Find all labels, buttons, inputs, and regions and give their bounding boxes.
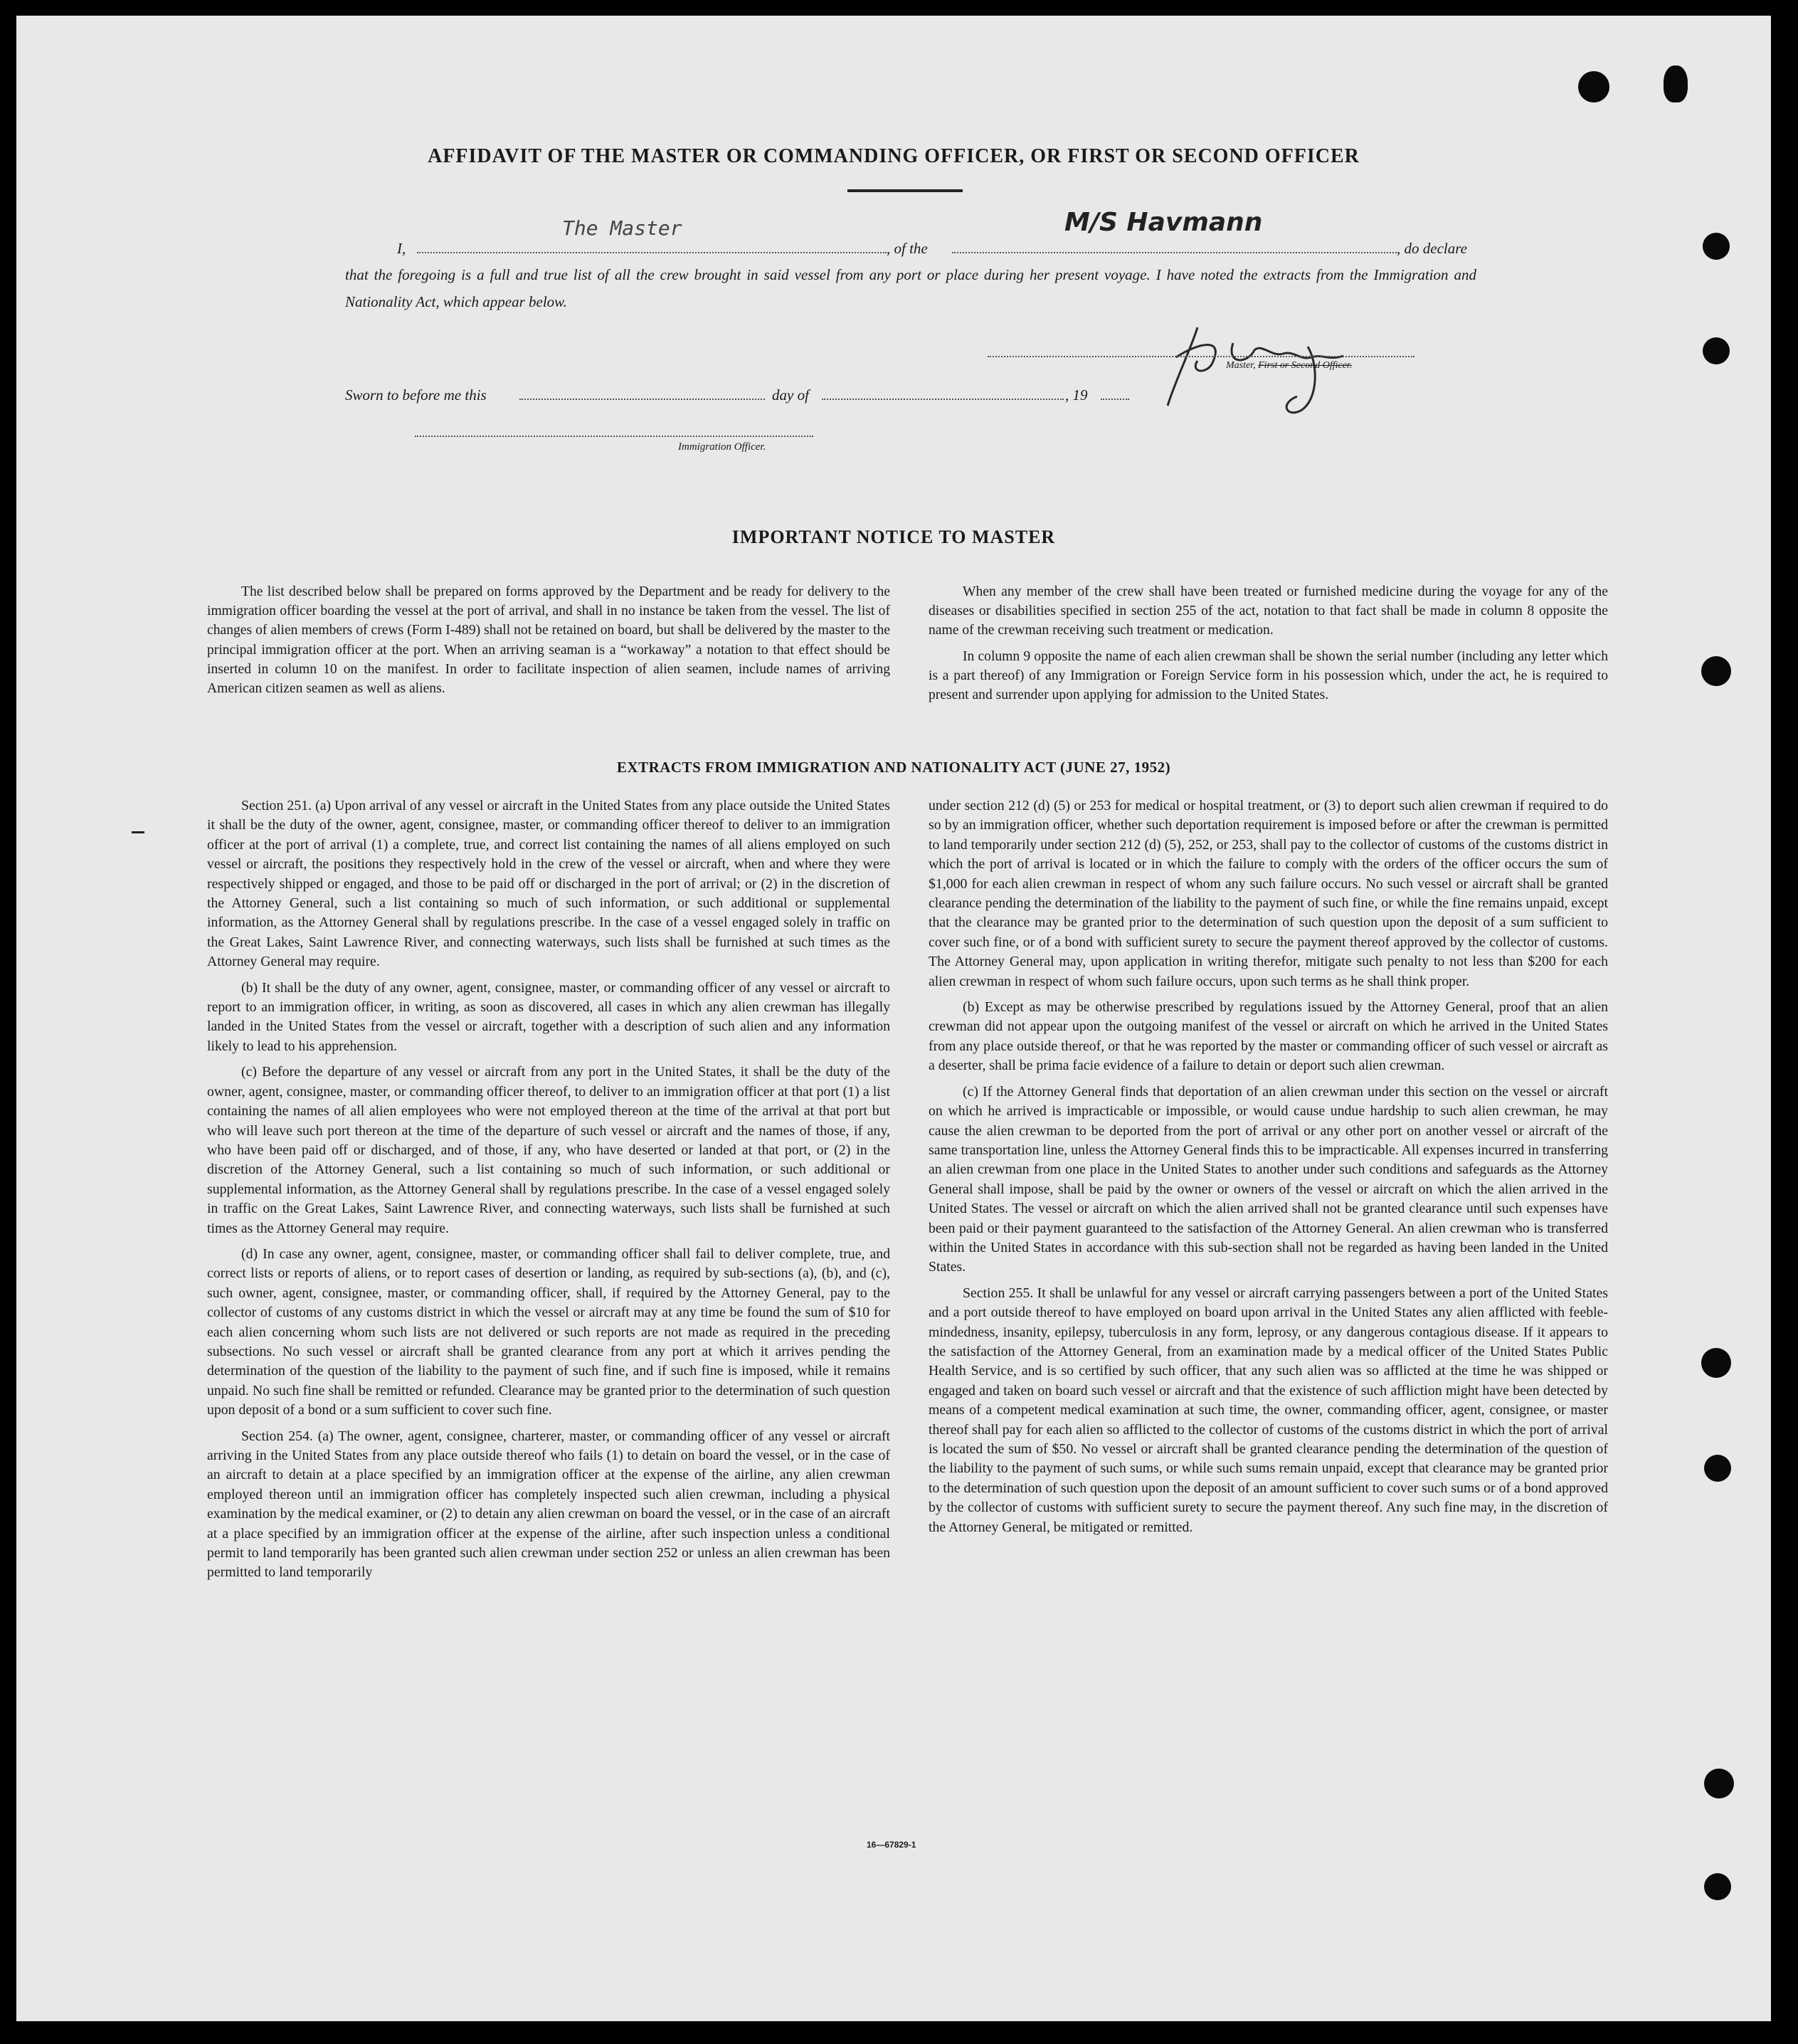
margin-mark	[132, 831, 144, 833]
punch-hole	[1704, 1873, 1731, 1900]
punch-hole	[1664, 65, 1688, 102]
notice-title: IMPORTANT NOTICE TO MASTER	[731, 527, 1056, 547]
immigration-officer-caption: Immigration Officer.	[678, 441, 766, 453]
of-the-label: , of the	[887, 240, 928, 257]
declarant-field-line	[417, 252, 887, 253]
affidavit-title: AFFIDAVIT OF THE MASTER OR COMMANDING OFFICER, OR FIRST OR SECOND OFFICER	[428, 145, 1360, 167]
immigration-officer-line	[415, 436, 813, 437]
punch-hole	[1704, 1769, 1734, 1798]
form-code: 16—67829-1	[867, 1840, 916, 1850]
day-of-label: day of	[772, 386, 809, 404]
punch-hole	[1703, 233, 1730, 260]
i-label: I,	[397, 240, 406, 257]
signature-caption	[1226, 360, 1352, 372]
year-label: , 19	[1065, 386, 1088, 404]
section-254-a: Section 254. (a) The owner, agent, consignee, charterer, master, or commanding officer of any vessel or aircraft arriving in the United States from any place outside thereof who fails (1) to detain on board the vessel, or in the case of an aircraft to detain at a place specified by an immigration officer at the expense of the airline, any alien crewman employed thereon until an immigration officer has completely inspected such alien crewman, including a physical examination by the medical examiner, or (2) to detain any alien crewman on board the vessel, or in the case of an aircraft at a place specified by an immigration officer at the expense of the airline, after such inspection unless a conditional permit to land temporarily has been granted such alien crewman under section 252 or unless an alien crewman has been permitted to land temporarily	[207, 1428, 890, 1581]
document-page	[16, 16, 1771, 2021]
declaration-line	[376, 208, 1475, 258]
notice-paragraph: The list described below shall be prepared on forms approved by the Department and be ready for delivery to the immigration officer boarding the vessel at the port of arrival, and shall in no instance be taken from the vessel. The list of changes of alien members of crews (Form I-489) shall not be retained on board, but shall be delivered by the master to the principal immigration officer at the port. When an arriving seaman is a “workaway” a notation to that effect should be inserted in column 10 on the manifest. In order to facilitate inspection of alien seamen, include names of arriving American citizen seamen as well as aliens.	[207, 584, 890, 697]
declarant-typed-value: The Master	[562, 216, 682, 240]
vessel-field-line	[952, 252, 1397, 253]
sworn-month-line	[822, 399, 1064, 400]
notice-right-column	[929, 582, 1608, 711]
section-251-b: (b) It shall be the duty of any owner, agent, consignee, master, or commanding officer of any vessel or aircraft to report to an immigration officer, in writing, as soon as discovered, all cases in which any alien crewman has illegally landed in the United States from the vessel or aircraft, together with a description of such alien and any information likely to lead to his apprehension.	[207, 979, 890, 1054]
sworn-year-line	[1101, 399, 1129, 400]
punch-hole	[1701, 656, 1731, 686]
vessel-name-stamp: M/S Havmann	[1064, 208, 1263, 237]
signature-caption-prefix: Master,	[1226, 360, 1256, 371]
notice-paragraph: When any member of the crew shall have been treated or furnished medicine during the voyage for any of the diseases or disabilities specified in section 255 of the act, notation to that fact shall be made in column 8 opposite the name of the crewman receiving such treatment or medication.	[929, 584, 1608, 638]
punch-hole	[1703, 337, 1730, 364]
section-255: Section 255. It shall be unlawful for any vessel or aircraft carrying passengers between a port of the United States and a port outside thereof to have employed on board upon arrival in the United States any alien afflicted with feeble-mindedness, insanity, epilepsy, tuberculosis in any form, leprosy, or any dangerous contagious disease. If it appears to the satisfaction of the Attorney General, from an examination made by a medical officer of the United States Public Health Service, and is so certified by such officer, that any such alien was so afflicted at the time he was shipped or engaged and taken on board such vessel or aircraft and that the existence of such affliction might have been detected by means of a competent medical examination at such time, the owner, commanding officer, agent, consignee, or master thereof shall pay for each alien so afflicted to the collector of customs of the customs district in which the port of arrival is located the sum of $50. No vessel or aircraft shall be granted clearance pending the determination of the question of the liability to the payment of such sums, or while such sums remain unpaid, except that clearance may be granted prior to the determination of such question upon the deposit of an amount sufficient to cover such sums or of a bond approved by the collector of customs with sufficient surety to secure the payment thereof. Any such fine may, in the discretion of the Attorney General, be mitigated or remitted.	[929, 1285, 1608, 1535]
section-251-a: Section 251. (a) Upon arrival of any vessel or aircraft in the United States from any place outside the United States it shall be the duty of the owner, agent, consignee, master, or commanding officer thereof to deliver to an immigration officer at the port of arrival (1) a complete, true, and correct list containing the names of all aliens employed on such vessel or aircraft, the positions they respectively hold in the crew of the vessel or aircraft, when and where they were respectively shipped or engaged, and those to be paid off or discharged in the port of arrival; or (2) in the discretion of the Attorney General, such a list containing so much of such information, or such additional or supplemental information, as the Attorney General shall by regulations prescribe. In the case of a vessel engaged solely in traffic on the Great Lakes, Saint Lawrence River, and connecting waterways, such lists shall be furnished at such times as the Attorney General may require.	[207, 798, 890, 970]
section-254-b: (b) Except as may be otherwise prescribed by regulations issued by the Attorney General, proof that an alien crewman did not appear upon the outgoing manifest of the vessel or aircraft on which he arrived in the United States from any place outside thereof, or that he was reported by the master or commanding officer of such vessel or aircraft as a deserter, shall be prima facie evidence of a failure to detain or deport such alien crewman.	[929, 999, 1608, 1074]
declaration-text: that the foregoing is a full and true list of all the crew brought in said vessel from any port or place during her present voyage. I have noted the extracts from the Immigration and Nationality Act, which appear below.	[345, 266, 1476, 310]
punch-hole	[1701, 1348, 1731, 1378]
sworn-line	[345, 380, 1142, 404]
sworn-day-line	[519, 399, 765, 400]
punch-hole	[1578, 71, 1609, 102]
extracts-right-column	[929, 796, 1608, 1544]
section-251-d: (d) In case any owner, agent, consignee, master, or commanding officer shall fail to deliver complete, true, and correct lists or reports of aliens, or to report cases of desertion or landing, as required by sub-sections (a), (b), and (c), such owner, agent, consignee, master, or commanding officer, shall, if required by the Attorney General, pay to the collector of customs of any customs district in which the vessel or aircraft may at any time be found the sum of $10 for each alien concerning whom such lists are not delivered or such reports are not made as required in the preceding subsections. No such vessel or aircraft shall be granted clearance from any port at which it arrives pending the determination of the question of the liability to the payment of such fine, and if such fine is imposed, while it remains unpaid. No such fine shall be remitted or refunded. Clearance may be granted prior to the determination of such question upon deposit of a bond or a sum sufficient to cover such fine.	[207, 1245, 890, 1418]
signature-caption-struck: First or Second Officer.	[1258, 360, 1353, 371]
extracts-title: EXTRACTS FROM IMMIGRATION AND NATIONALITY ACT (JUNE 27, 1952)	[616, 759, 1171, 776]
notice-left-column	[207, 582, 890, 705]
section-251-c: (c) Before the departure of any vessel or aircraft from any port in the United States, it shall be the duty of the owner, agent, consignee, master, or commanding officer thereof, to deliver to an immigration officer at that port (1) a list containing the names of all alien employees who were not employed thereon at the time of the arrival at that port but who will leave such port thereon at the time of the departure of such vessel or aircraft and the names of those, if any, who have been paid off or discharged, and of those, if any, who have deserted or landed at that port, or (2) in the discretion of the Attorney General, such a list containing so much of such information, or such additional or supplemental information, as the Attorney General shall by regulations prescribe. In the case of a vessel engaged solely in traffic on the Great Lakes, Saint Lawrence River, and connecting waterways, such lists shall be furnished at such times as the Attorney General may require.	[207, 1064, 890, 1236]
punch-hole	[1704, 1455, 1731, 1482]
title-rule	[847, 189, 963, 192]
signature-line	[988, 356, 1414, 357]
section-254-a-continued: under section 212 (d) (5) or 253 for medical or hospital treatment, or (3) to deport such alien crewman if required to do so by an immigration officer, whether such deportation requirement is imposed before or after the crewman is permitted to land temporarily under section 212 (d) (5), 252, or 253, shall pay to the collector of customs of the customs district in which the port of arrival is located or in which the failure to comply with the orders of the officer occurs the sum of $1,000 for each alien crewman in respect of whom any such failure occurs. No such vessel or aircraft shall be granted clearance pending the determination of the liability to the payment of such fine, or while the fine remains unpaid, except that the clearance may be granted prior to the determination of such question upon the deposit of a sum sufficient to cover such fine, or of a bond with sufficient surety to secure the payment thereof approved by the collector of customs. The Attorney General may, upon application in writing therefor, mitigate such penalty to not less than $200 for each alien crewman in respect of whom such failure occurs, upon such terms as he shall think proper.	[929, 798, 1608, 989]
do-declare-label: , do declare	[1397, 240, 1467, 257]
extracts-left-column	[207, 796, 890, 1589]
section-254-c: (c) If the Attorney General finds that deportation of an alien crewman under this section on the vessel or aircraft on which he arrived is impracticable or impossible, or would cause undue hardship to such alien crewman, he may cause the alien crewman to be deported from the port of arrival or any other port on another vessel or aircraft of the same transportation line, unless the Attorney General finds this to be impracticable. All expenses incurred in transferring an alien crewman from one place in the United States to another under such conditions and safeguards as the Attorney General shall impose, shall be paid by the owner or owners of the vessel or aircraft on which the alien arrived in the United States. The vessel or aircraft on which the alien arrived shall not be granted clearance until such expenses have been paid or their payment guaranteed to the satisfaction of the Attorney General. An alien crewman who is transferred within the United States in accordance with this sub-section shall not be regarded as having been landed in the United States.	[929, 1083, 1608, 1275]
sworn-label: Sworn to before me this	[345, 386, 487, 404]
notice-paragraph: In column 9 opposite the name of each alien crewman shall be shown the serial number (including any letter which is a part thereof) of any Immigration or Foreign Service form in his possession which, under the act, he is required to present and surrender upon applying for admission to the United States.	[929, 648, 1608, 703]
